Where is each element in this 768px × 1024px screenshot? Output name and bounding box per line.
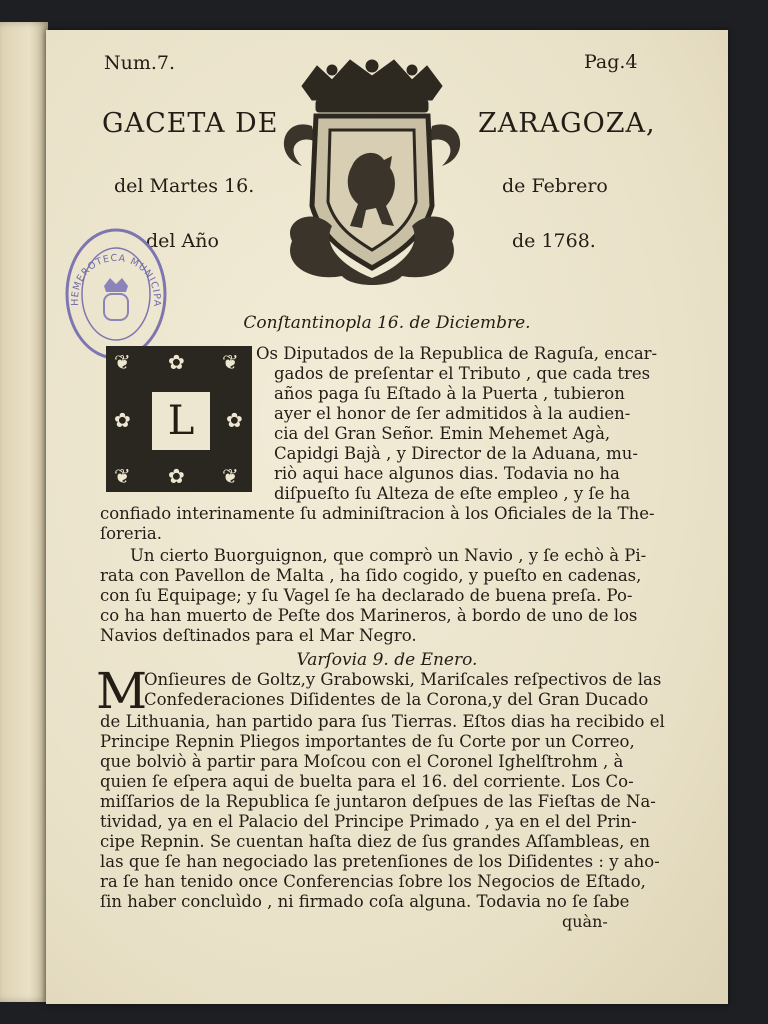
- initial-letter-m: M: [96, 662, 148, 720]
- article-line: ayer el honor de ſer admitidos à la audien-: [274, 404, 631, 423]
- masthead-title-left: GACETA DE: [102, 108, 279, 139]
- article-line: de Lithuania, han partido para ſus Tierras. Eſtos dias ha recibido el: [100, 712, 665, 731]
- article-line: años paga ſu Eſtado à la Puerta , tubieron: [274, 384, 625, 403]
- article-line: Capidgi Bajà , y Director de la Aduana, mu-: [274, 444, 638, 463]
- date-year: de 1768.: [512, 230, 596, 252]
- article-line: Confederaciones Diſidentes de la Corona,y del Gran Ducado: [144, 690, 649, 709]
- article-line: riò aqui hace algunos dias. Todavia no ha: [274, 464, 620, 483]
- article-line: quien ſe eſpera aqui de buelta para el 16. del corriente. Los Co-: [100, 772, 634, 791]
- ornament-icon: ❦: [114, 464, 131, 488]
- ornament-icon: ✿: [168, 350, 185, 374]
- ornament-icon: ✿: [114, 408, 131, 432]
- library-stamp: [64, 226, 168, 362]
- date-year-label: del Año: [146, 230, 219, 252]
- page-number: Pag.4: [584, 51, 638, 73]
- article-line: ra ſe han tenido once Conferencias ſobre los Negocios de Eſtado,: [100, 872, 646, 891]
- article-line: ſin haber concluìdo , ni firmado coſa alguna. Todavia no ſe ſabe: [100, 892, 630, 911]
- article-line: gados de preſentar el Tributo , que cada tres: [274, 364, 651, 383]
- article-line: con ſu Equipage; y ſu Vagel ſe ha declarado de buena preſa. Po-: [100, 586, 633, 605]
- article-line: confiado interinamente ſu adminiſtracion à los Oficiales de la The-: [100, 504, 655, 523]
- article-line: diſpueſto ſu Alteza de eſte empleo , y ſe ha: [274, 484, 631, 503]
- issue-number: Num.7.: [104, 52, 176, 74]
- masthead-title-right: ZARAGOZA,: [478, 108, 656, 139]
- dateline-constantinopla: Conſtantinopla 16. de Diciembre.: [243, 313, 531, 333]
- article-line: Un cierto Buorguignon, que comprò un Navio , y ſe echò à Pi-: [130, 546, 647, 565]
- article-line: tividad, ya en el Palacio del Principe Primado , ya en el del Prin-: [100, 812, 637, 831]
- catchword: quàn-: [562, 912, 608, 931]
- article-line: miſſarios de la Republica ſe juntaron deſpues de las Fieſtas de Na-: [100, 792, 656, 811]
- article-line: las que ſe han negociado las pretenſiones de los Diſidentes : y aho-: [100, 852, 660, 871]
- article-line: cia del Gran Señor. Emin Mehemet Agà,: [274, 424, 611, 443]
- article-line: ſoreria.: [100, 524, 162, 543]
- decorated-initial: [106, 346, 252, 492]
- article-line: co ha han muerto de Peſte dos Marineros, à bordo de uno de los: [100, 606, 638, 625]
- article-line: Onſieures de Goltz,y Grabowski, Mariſcales reſpectivos de las: [144, 670, 662, 689]
- coat-of-arms-icon: [272, 56, 472, 292]
- initial-letter: L: [150, 390, 212, 452]
- stamp-text: HEMEROTECA MUNICIPA: [69, 252, 163, 308]
- date-weekday: del Martes 16.: [114, 175, 255, 197]
- article-line: Navios deſtinados para el Mar Negro.: [100, 626, 417, 645]
- ornament-icon: ❦: [114, 350, 131, 374]
- article-line: rata con Pavellon de Malta , ha ſido cogido, y pueſto en cadenas,: [100, 566, 642, 585]
- ornament-icon: ✿: [226, 408, 243, 432]
- article-line: cipe Repnin. Se cuentan haſta diez de ſus grandes Aſſambleas, en: [100, 832, 650, 851]
- article-line: que bolviò à partir para Moſcou con el Coronel Ighelſtrohm , à: [100, 752, 624, 771]
- dateline-varsovia: Varſovia 9. de Enero.: [296, 650, 478, 670]
- date-month: de Febrero: [502, 175, 608, 197]
- newspaper-page: [46, 30, 728, 1004]
- ornament-icon: ✿: [168, 464, 185, 488]
- stamp-icon: [64, 226, 168, 362]
- article-line: Os Diputados de la Republica de Raguſa, encar-: [256, 344, 658, 363]
- article-line: Principe Repnin Pliegos importantes de ſu Corte por un Correo,: [100, 732, 635, 751]
- ornament-icon: ❦: [222, 350, 239, 374]
- adjacent-page-edge: [0, 22, 48, 1002]
- svg-text:HEMEROTECA MUNICIPAL: [64, 226, 162, 307]
- ornament-icon: ❦: [222, 464, 239, 488]
